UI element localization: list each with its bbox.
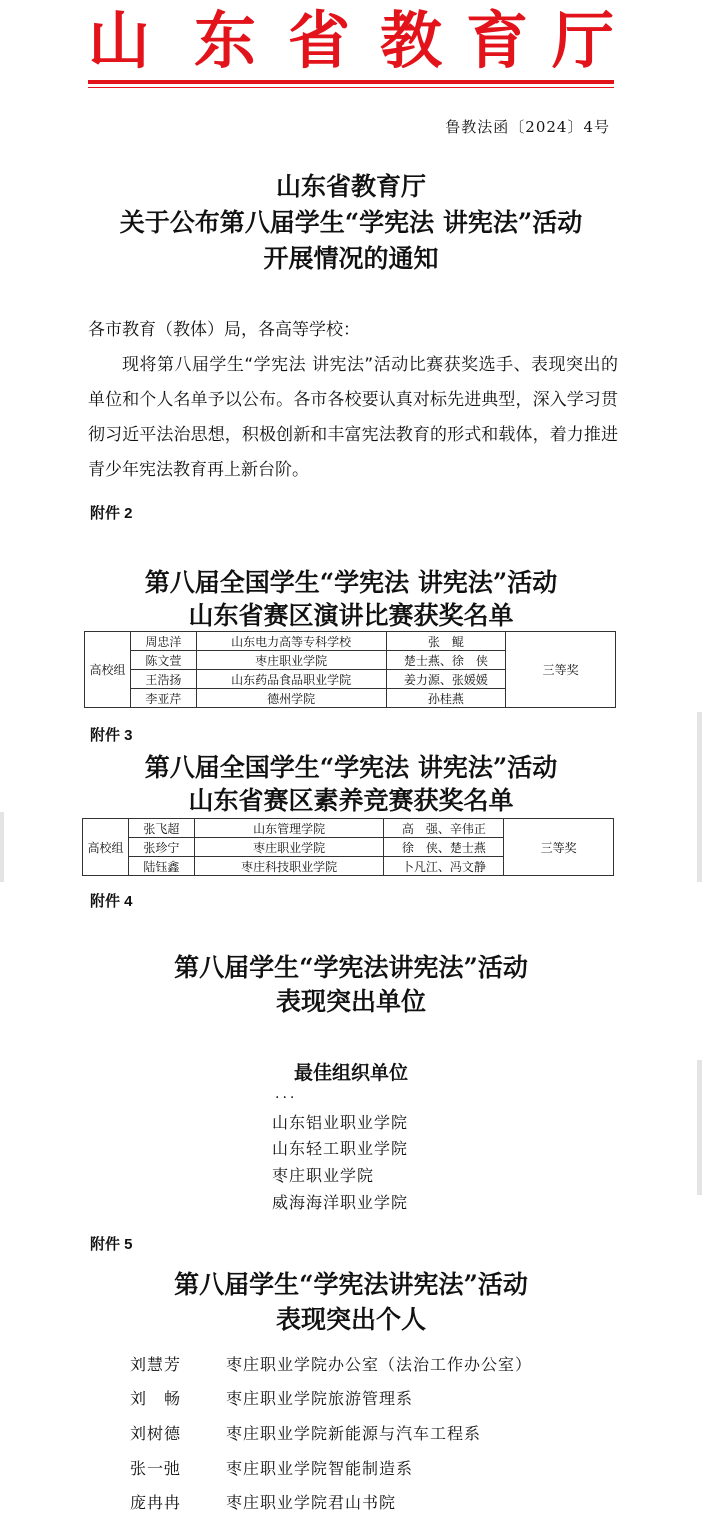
person-unit: 枣庄职业学院旅游管理系 (226, 1389, 414, 1408)
list-item: 威海海洋职业学院 (272, 1193, 409, 1212)
table-row (83, 819, 614, 838)
notice-title-line3: 开展情况的通知 (263, 244, 439, 273)
school-name: 枣庄科技职业学院 (194, 857, 384, 876)
masthead (0, 6, 702, 76)
list-item (130, 1386, 413, 1409)
list-item: 枣庄职业学院 (272, 1166, 375, 1185)
attachment-3-title-line1: 第八届全国学生“学宪法 讲宪法”活动 (144, 753, 558, 782)
masthead-rule-thin (88, 87, 614, 88)
attachment-2-label: 附件 2 (90, 505, 133, 522)
list-item (130, 1421, 481, 1444)
student-name: 李亚芹 (130, 689, 196, 708)
student-name: 张珍宁 (128, 838, 194, 857)
student-name: 周忠洋 (130, 632, 196, 651)
list-item (130, 1490, 396, 1513)
masthead-char: 教 (380, 4, 443, 77)
body-paragraph: 现将第八届学生“学宪法 讲宪法”活动比赛获奖选手、表现突出的单位和个人名单予以公布。各市各校要认真对标先进典型，深入学习贯彻习近平法治思想，积极创新和丰富宪法教育的形式和载体，着力推进青少年宪法教育再上新台阶。 (88, 355, 618, 480)
attachment-3-label: 附件 3 (90, 727, 133, 744)
masthead-char: 厅 (552, 4, 615, 77)
person-name: 张一弛 (130, 1459, 182, 1478)
attachment-4-title-line2: 表现突出单位 (275, 987, 426, 1016)
attachment-5-title-line1: 第八届学生“学宪法讲宪法”活动 (174, 1270, 528, 1299)
award-cell: 三等奖 (506, 632, 616, 708)
notice-title-line1: 山东省教育厅 (275, 172, 426, 201)
attachment-4-label: 附件 4 (90, 893, 133, 910)
teacher-name: 姜力源、张媛媛 (386, 670, 506, 689)
school-name: 德州学院 (196, 689, 386, 708)
masthead-char: 东 (194, 4, 257, 77)
student-name: 张飞超 (128, 819, 194, 838)
student-name: 陆钰鑫 (128, 857, 194, 876)
masthead-char: 省 (288, 4, 351, 77)
school-name: 山东药品食品职业学院 (196, 670, 386, 689)
salutation: 各市教育（教体）局，各高等学校： (88, 320, 360, 340)
table-row (85, 632, 616, 651)
teacher-name: 徐 侠、楚士燕 (384, 838, 504, 857)
notice-title-line2: 关于公布第八届学生“学宪法 讲宪法”活动 (119, 208, 583, 237)
masthead-char: 育 (466, 4, 529, 77)
award-cell: 三等奖 (504, 819, 614, 876)
school-name: 枣庄职业学院 (194, 838, 384, 857)
school-name: 山东电力高等专科学校 (196, 632, 386, 651)
person-name: 刘慧芳 (130, 1355, 182, 1374)
teacher-name: 高 强、辛伟正 (384, 819, 504, 838)
masthead-char: 山 (88, 4, 151, 77)
best-organizer-heading: 最佳组织单位 (293, 1062, 408, 1084)
attachment-4-title-line1: 第八届学生“学宪法讲宪法”活动 (174, 953, 528, 982)
teacher-name: 卜凡江、冯文静 (384, 857, 504, 876)
document-number: 鲁教法函〔2024〕4号 (445, 118, 610, 136)
ellipsis: ... (275, 1086, 298, 1102)
speech-award-table (84, 631, 616, 711)
person-unit: 枣庄职业学院新能源与汽车工程系 (226, 1424, 482, 1443)
school-name: 枣庄职业学院 (196, 651, 386, 670)
teacher-name: 孙桂燕 (386, 689, 506, 708)
attachment-2-title-line1: 第八届全国学生“学宪法 讲宪法”活动 (144, 568, 558, 597)
attachment-3-title-line2: 山东省赛区素养竞赛获奖名单 (188, 786, 514, 815)
scan-edge (697, 1060, 702, 1195)
student-name: 陈文萱 (130, 651, 196, 670)
attachment-5-label: 附件 5 (90, 1236, 133, 1253)
teacher-name: 楚士燕、徐 侠 (386, 651, 506, 670)
person-name: 刘树德 (130, 1424, 182, 1443)
person-name: 刘 畅 (130, 1389, 182, 1408)
list-item: 山东轻工职业学院 (272, 1139, 409, 1158)
person-unit: 枣庄职业学院君山书院 (226, 1493, 397, 1512)
list-item (130, 1456, 413, 1479)
attachment-5-title-line2: 表现突出个人 (275, 1305, 426, 1334)
person-unit: 枣庄职业学院办公室（法治工作办公室） (226, 1355, 533, 1374)
student-name: 王浩扬 (130, 670, 196, 689)
masthead-rule (88, 80, 614, 84)
school-name: 山东管理学院 (194, 819, 384, 838)
attachment-2-title-line2: 山东省赛区演讲比赛获奖名单 (188, 601, 514, 630)
list-item: 山东铝业职业学院 (272, 1113, 409, 1132)
person-name: 庞冉冉 (130, 1493, 182, 1512)
scan-edge (0, 812, 4, 882)
group-cell: 高校组 (83, 819, 129, 876)
teacher-name: 张 鲲 (386, 632, 506, 651)
group-cell: 高校组 (85, 632, 131, 708)
list-item (130, 1352, 532, 1375)
person-unit: 枣庄职业学院智能制造系 (226, 1459, 414, 1478)
literacy-award-table (82, 818, 614, 882)
